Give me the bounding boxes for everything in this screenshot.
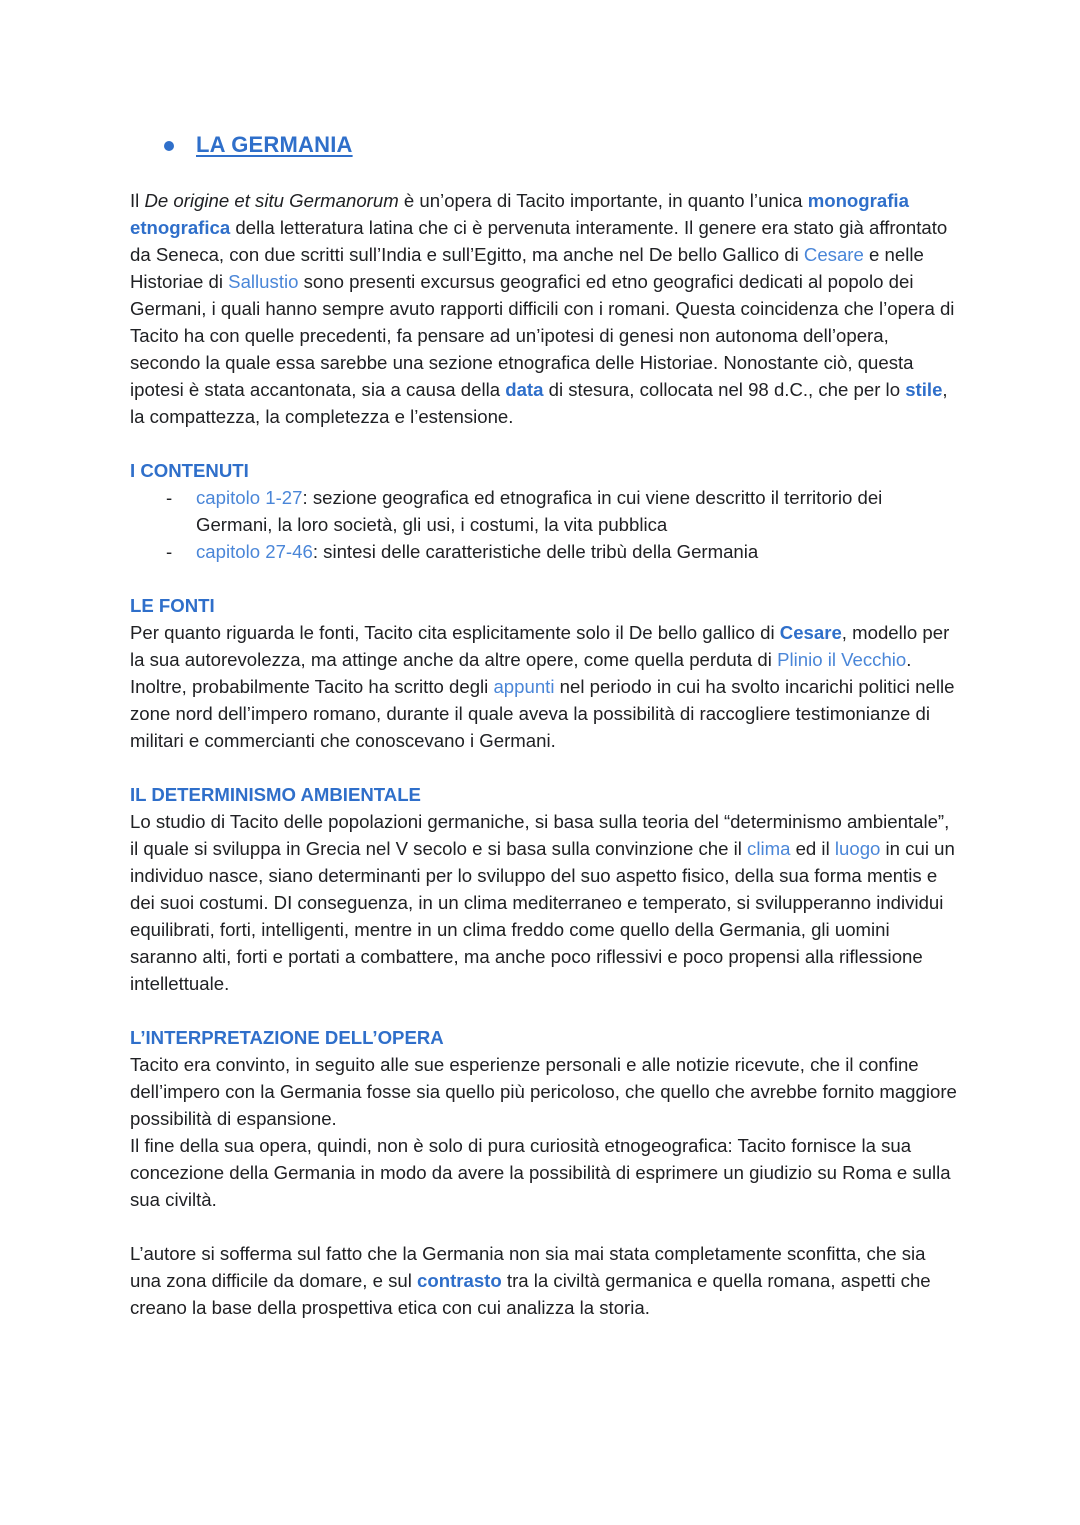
keyword-stile: stile [905, 379, 943, 400]
fonti-paragraph: Per quanto riguarda le fonti, Tacito cita esplicitamente solo il De bello gallico di Cesare, modello per la sua autorevolezza, ma attinge anche da altre opere, come quella perduta di Plinio il Vecchio. Inoltre, probabilmente Tacito ha scritto degli appunti nel periodo in cui ha svolto incarichi politici nelle zone nord dell’impero romano, durante il quale aveva la possibilità di raccogliere testimonianze di militari e commercianti che conoscevano i Germani. [130, 622, 955, 751]
determinismo-paragraph: Lo studio di Tacito delle popolazioni germaniche, si basa sulla teoria del “determinismo ambientale”, il quale si sviluppa in Grecia nel V secolo e si basa sulla convinzione che il clima ed il luogo in cui un individuo nasce, siano determinanti per lo sviluppo del suo aspetto fisico, della sua forma mentis e dei suoi costumi. DI conseguenza, in un clima mediterraneo e temperato, si svilupperanno individui equilibrati, forti, intelligenti, mentre in un clima freddo come quello della Germania, gli uomini saranno alti, forti e portati a combattere, ma anche poco riflessivi e poco propensi alla riflessione intellettuale. [130, 811, 955, 994]
keyword-cesare: Cesare [779, 622, 842, 643]
link-plinio[interactable]: Plinio il Vecchio [777, 649, 907, 670]
section-heading-determinismo: IL DETERMINISMO AMBIENTALE [130, 784, 421, 805]
document-body [130, 187, 960, 1321]
interpretazione-paragraph-1: Tacito era convinto, in seguito alle sue esperienze personali e alle notizie ricevute, che il confine dell’impero con la Germania fosse sia quello più pericoloso, che quello che avrebbe fornito maggiore possibilità di espansione. [130, 1054, 957, 1129]
link-sallustio[interactable]: Sallustio [228, 271, 299, 292]
page-title: LA GERMANIA [196, 132, 353, 157]
link-capitolo-27-46[interactable]: capitolo 27-46 [196, 541, 313, 562]
link-capitolo-1-27[interactable]: capitolo 1-27 [196, 487, 303, 508]
list-item: - capitolo 27-46: sintesi delle caratteristiche delle tribù della Germania [196, 538, 960, 565]
link-clima[interactable]: clima [747, 838, 791, 859]
link-appunti[interactable]: appunti [493, 676, 555, 697]
section-heading-fonti: LE FONTI [130, 595, 215, 616]
work-title: De origine et situ Germanorum [144, 190, 399, 211]
bullet-icon [164, 141, 174, 151]
interpretazione-paragraph-2: Il fine della sua opera, quindi, non è solo di pura curiosità etnogeografica: Tacito fornisce la sua concezione della Germania in modo da avere la possibilità di esprimere un giudizio su Roma e sulla sua civiltà. [130, 1135, 951, 1210]
intro-paragraph: Il De origine et situ Germanorum è un’opera di Tacito importante, in quanto l’unica monografia etnografica della letteratura latina che ci è pervenuta interamente. Il genere era stato già affrontato da Seneca, con due scritti sull’India e sull’Egitto, ma anche nel De bello Gallico di Cesare e nelle Historiae di Sallustio sono presenti excursus geografici ed etno geografici dedicati al popolo dei Germani, i quali hanno sempre avuto rapporti difficili con i romani. Questa coincidenza che l’opera di Tacito ha con quelle precedenti, fa pensare ad un’ipotesi di genesi non autonoma dell’opera, secondo la quale essa sarebbe una sezione etnografica delle Historiae. Nonostante ciò, questa ipotesi è stata accantonata, sia a causa della data di stesura, collocata nel 98 d.C., che per lo stile, la compattezza, la completezza e l’estensione. [130, 190, 955, 427]
contenuti-list [130, 484, 960, 565]
list-item: - capitolo 1-27: sezione geografica ed etnografica in cui viene descritto il territorio dei Germani, la loro società, gli usi, i costumi, la vita pubblica [196, 484, 960, 538]
keyword-contrasto: contrasto [417, 1270, 502, 1291]
section-heading-contenuti: I CONTENUTI [130, 460, 249, 481]
interpretazione-paragraph-3: L’autore si sofferma sul fatto che la Germania non sia mai stata completamente sconfitta, che sia una zona difficile da domare, e sul contrasto tra la civiltà germanica e quella romana, aspetti che creano la base della prospettiva etica con cui analizza la storia. [130, 1243, 931, 1318]
link-luogo[interactable]: luogo [834, 838, 881, 859]
section-heading-interpretazione: L’INTERPRETAZIONE DELL’OPERA [130, 1027, 444, 1048]
link-cesare[interactable]: Cesare [803, 244, 864, 265]
keyword-data: data [505, 379, 544, 400]
title-row [164, 128, 353, 162]
keyword-monografia: monografia etnografica [130, 190, 909, 238]
